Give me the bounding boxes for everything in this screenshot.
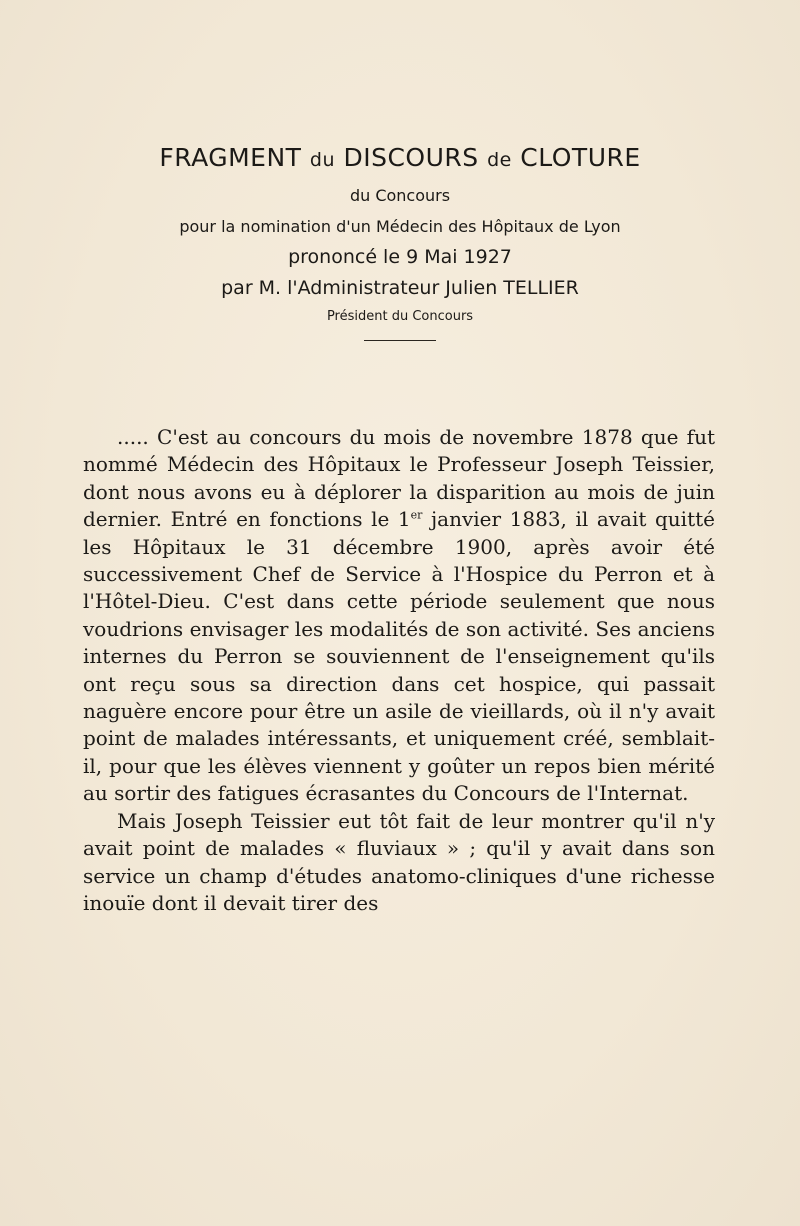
- title-discours: DISCOURS: [335, 143, 488, 172]
- paragraph-1-end: janvier 1883, il avait quitté les Hôpitaux le 31 décembre 1900, après avoir été successivement Chef de Service à l'Hospice du Perron et à l'Hôtel-Dieu. C'est dans cette période seulement que nous voudrions envisager les modalités de son activité. Ses anciens internes du Perron se souviennent de l'enseignement qu'ils ont reçu sous sa direction dans cet hospice, qui passait naguère encore pour être un asile de vieillards, où il n'y avait point de malades intéressants, et uniquement créé, semblait-il, pour que les élèves viennent y goûter un repos bien mérité au sortir des fatigues écrasantes du Concours de l'Internat.: [83, 507, 715, 806]
- subtitle-date: prononcé le 9 Mai 1927: [288, 246, 512, 268]
- document-title: [0, 140, 800, 178]
- subtitle-speaker: par M. l'Administrateur Julien TELLIER: [221, 277, 579, 299]
- subtitle-president: Président du Concours: [326, 309, 474, 324]
- paragraph-2: Mais Joseph Teissier eut tôt fait de leur montrer qu'il n'y avait point de malades « fluviaux » ; qu'il y avait dans son service un champ d'études anatomo-cliniques d'une richesse inouïe dont il devait tirer des: [83, 808, 715, 915]
- title-cloture: CLOTURE: [511, 143, 641, 172]
- paragraph-1: [83, 424, 715, 808]
- subtitle-concours: du Concours: [349, 186, 451, 205]
- subtitle-nomination: pour la nomination d'un Médecin des Hôpitaux de Lyon: [179, 217, 621, 236]
- header-divider: [364, 340, 436, 341]
- ordinal-superscript: er: [410, 508, 423, 522]
- paragraph-1-start: ..... C'est au concours du mois de novembre 1878 que fut nommé Médecin des Hôpitaux le Professeur Joseph Teissier, dont nous avons eu à déplorer la disparition au mois de juin dernier. Entré en fonctions le 1: [83, 425, 715, 532]
- speech-body: [83, 424, 715, 917]
- title-du: du: [309, 149, 335, 171]
- title-fragment: FRAGMENT: [159, 143, 310, 172]
- document-header: [0, 140, 800, 341]
- title-de: de: [487, 149, 512, 171]
